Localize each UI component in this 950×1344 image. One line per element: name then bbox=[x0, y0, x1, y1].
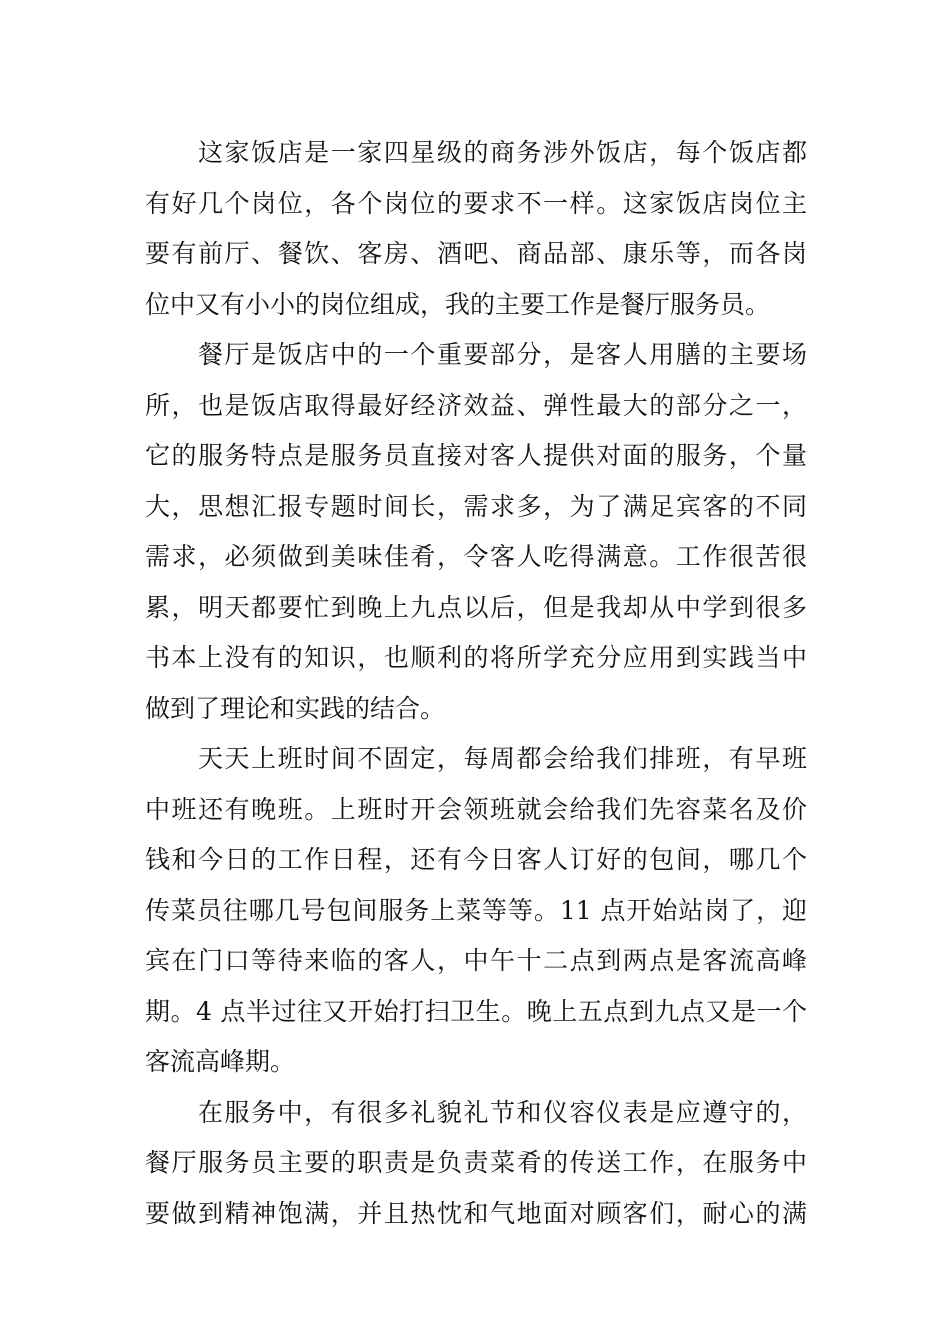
paragraph-3-line-6: 期。4 点半过往又开始打扫卫生。晚上五点到九点又是一个 bbox=[145, 996, 807, 1026]
paragraph-2-line-1: 餐厅是饭店中的一个重要部分，是客人用膳的主要场 bbox=[198, 340, 807, 369]
paragraph-2-line-2: 所，也是饭店取得最好经济效益、弹性最大的部分之一， bbox=[145, 390, 807, 420]
paragraph-2-line-8: 做到了理论和实践的结合。 bbox=[145, 693, 446, 723]
paragraph-3-line-7: 客流高峰期。 bbox=[145, 1047, 296, 1076]
paragraph-4-line-1: 在服务中，有很多礼貌礼节和仪容仪表是应遵守的， bbox=[198, 1097, 807, 1127]
paragraph-2-line-3: 它的服务特点是服务员直接对客人提供对面的服务，个量 bbox=[145, 441, 807, 470]
paragraph-2-line-7: 书本上没有的知识，也顺利的将所学充分应用到实践当中 bbox=[145, 643, 807, 672]
paragraph-4-line-2: 餐厅服务员主要的职责是负责菜肴的传送工作，在服务中 bbox=[145, 1148, 807, 1177]
paragraph-2-line-4: 大，思想汇报专题时间长，需求多，为了满足宾客的不同 bbox=[145, 491, 807, 521]
paragraph-3-line-1: 天天上班时间不固定，每周都会给我们排班，有早班 bbox=[198, 744, 807, 773]
paragraph-3-line-4: 传菜员往哪几号包间服务上菜等等。11 点开始站岗了，迎 bbox=[145, 895, 807, 925]
paragraph-2-line-6: 累，明天都要忙到晚上九点以后，但是我却从中学到很多 bbox=[145, 592, 807, 622]
paragraph-3-line-5: 宾在门口等待来临的客人，中午十二点到两点是客流高峰 bbox=[145, 946, 807, 975]
paragraph-3-line-2: 中班还有晚班。上班时开会领班就会给我们先容菜名及价 bbox=[145, 794, 807, 824]
paragraph-1-line-4: 位中又有小小的岗位组成，我的主要工作是餐厅服务员。 bbox=[145, 289, 771, 319]
paragraph-4-line-3: 要做到精神饱满，并且热忱和气地面对顾客们，耐心的满 bbox=[145, 1198, 807, 1228]
paragraph-1-line-3: 要有前厅、餐饮、客房、酒吧、商品部、康乐等，而各岗 bbox=[145, 239, 807, 268]
paragraph-1-line-1: 这家饭店是一家四星级的商务涉外饭店，每个饭店都 bbox=[198, 138, 807, 167]
paragraph-1-line-2: 有好几个岗位，各个岗位的要求不一样。这家饭店岗位主 bbox=[145, 188, 807, 218]
document-body bbox=[145, 128, 807, 1239]
paragraph-3-line-3: 钱和今日的工作日程，还有今日客人订好的包间，哪几个 bbox=[145, 845, 807, 874]
paragraph-2-line-5: 需求，必须做到美味佳肴，令客人吃得满意。工作很苦很 bbox=[145, 542, 807, 571]
